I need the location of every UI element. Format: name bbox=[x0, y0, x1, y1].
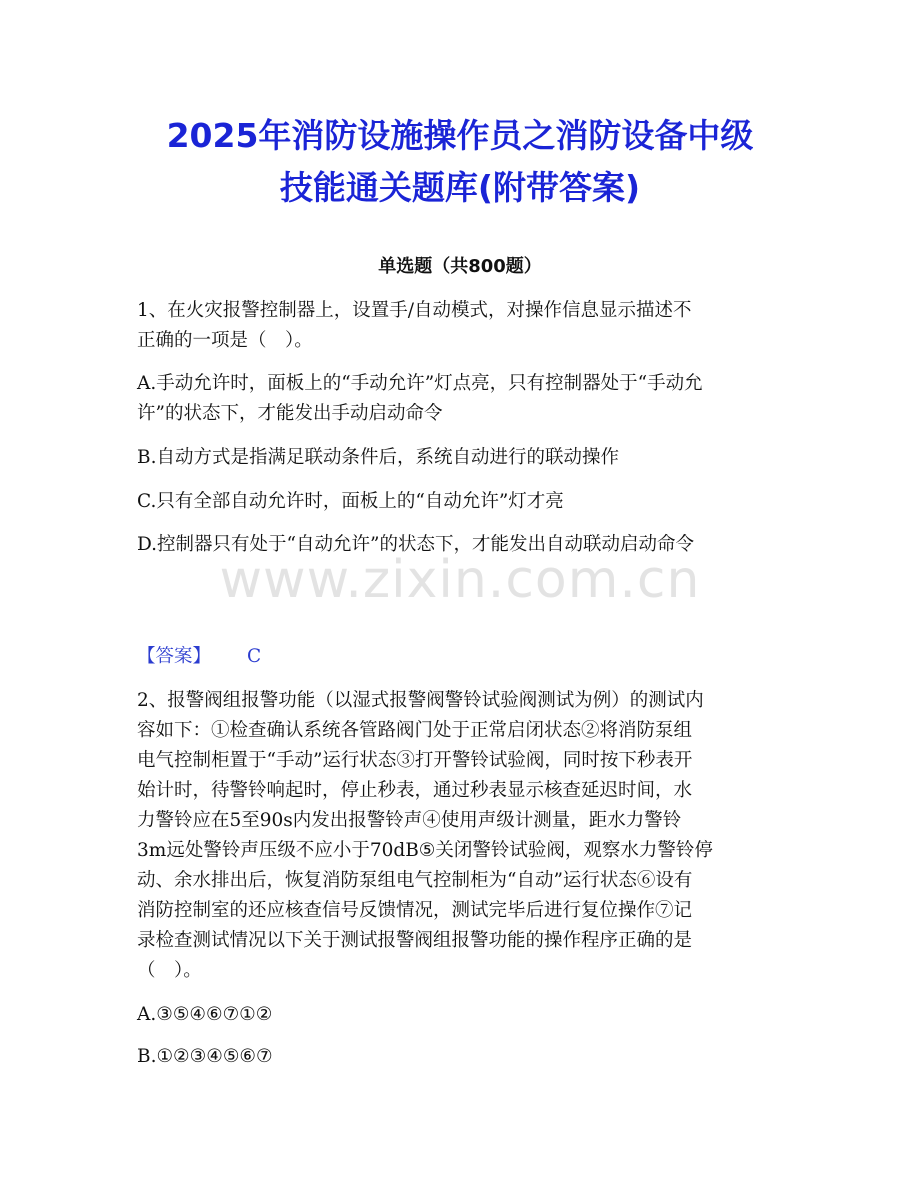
question-2-option-a bbox=[137, 1000, 787, 1030]
title-line-1: 2025年消防设施操作员之消防设备中级 bbox=[166, 116, 754, 155]
question-2-stem-line: 电气控制柜置于“手动”运行状态③打开警铃试验阀，同时按下秒表开 bbox=[137, 750, 693, 771]
question-2-stem-line: 容如下：①检查确认系统各管路阀门处于正常启闭状态②将消防泵组 bbox=[137, 720, 693, 741]
watermark: www.zixin.com.cn bbox=[219, 550, 701, 610]
question-1-answer bbox=[137, 642, 261, 672]
section-heading: 单选题（共800题） bbox=[378, 256, 542, 277]
option-line: B.自动方式是指满足联动条件后，系统自动进行的联动操作 bbox=[137, 447, 619, 468]
question-2-stem bbox=[137, 686, 787, 986]
option-line: C.只有全部自动允许时，面板上的“自动允许”灯才亮 bbox=[137, 491, 564, 512]
question-2-stem-line: 录检查测试情况以下关于测试报警阀组报警功能的操作程序正确的是 bbox=[137, 930, 693, 951]
question-1-option-b bbox=[137, 443, 787, 473]
option-line: A.手动允许时，面板上的“手动允许”灯点亮，只有控制器处于“手动允 bbox=[137, 373, 703, 394]
question-2-option-b bbox=[137, 1042, 787, 1072]
answer-value: C bbox=[247, 646, 262, 667]
question-2-stem-line: 2、报警阀组报警功能（以湿式报警阀警铃试验阀测试为例）的测试内 bbox=[137, 690, 704, 711]
document-title bbox=[100, 110, 820, 214]
question-1-stem-line: 正确的一项是（ ）。 bbox=[137, 330, 313, 351]
question-2-stem-line: 动、余水排出后，恢复消防泵组电气控制柜为“自动”运行状态⑥设有 bbox=[137, 870, 693, 891]
question-1-option-a bbox=[137, 369, 787, 429]
question-2-stem-line: 始计时，待警铃响起时，停止秒表，通过秒表显示核查延迟时间，水 bbox=[137, 780, 693, 801]
option-line: D.控制器只有处于“自动允许”的状态下，才能发出自动联动启动命令 bbox=[137, 534, 694, 555]
option-line: A.③⑤④⑥⑦①② bbox=[137, 1004, 273, 1025]
question-2-stem-line: 力警铃应在5至90s内发出报警铃声④使用声级计测量，距水力警铃 bbox=[137, 810, 682, 831]
question-2-stem-line: 消防控制室的还应核查信号反馈情况，测试完毕后进行复位操作⑦记 bbox=[137, 900, 693, 921]
question-2-stem-line: 3m远处警铃声压级不应小于70dB⑤关闭警铃试验阀，观察水力警铃停 bbox=[137, 840, 713, 861]
question-1-stem bbox=[137, 296, 787, 356]
question-1-stem-line: 1、在火灾报警控制器上，设置手/自动模式，对操作信息显示描述不 bbox=[137, 300, 692, 321]
question-2-stem-line: （ ）。 bbox=[137, 960, 202, 981]
answer-label: 【答案】 bbox=[137, 646, 212, 667]
option-line: B.①②③④⑤⑥⑦ bbox=[137, 1046, 273, 1067]
option-line: 许”的状态下，才能发出手动启动命令 bbox=[137, 403, 443, 424]
title-line-2: 技能通关题库(附带答案) bbox=[279, 168, 641, 207]
question-1-option-c bbox=[137, 487, 787, 517]
